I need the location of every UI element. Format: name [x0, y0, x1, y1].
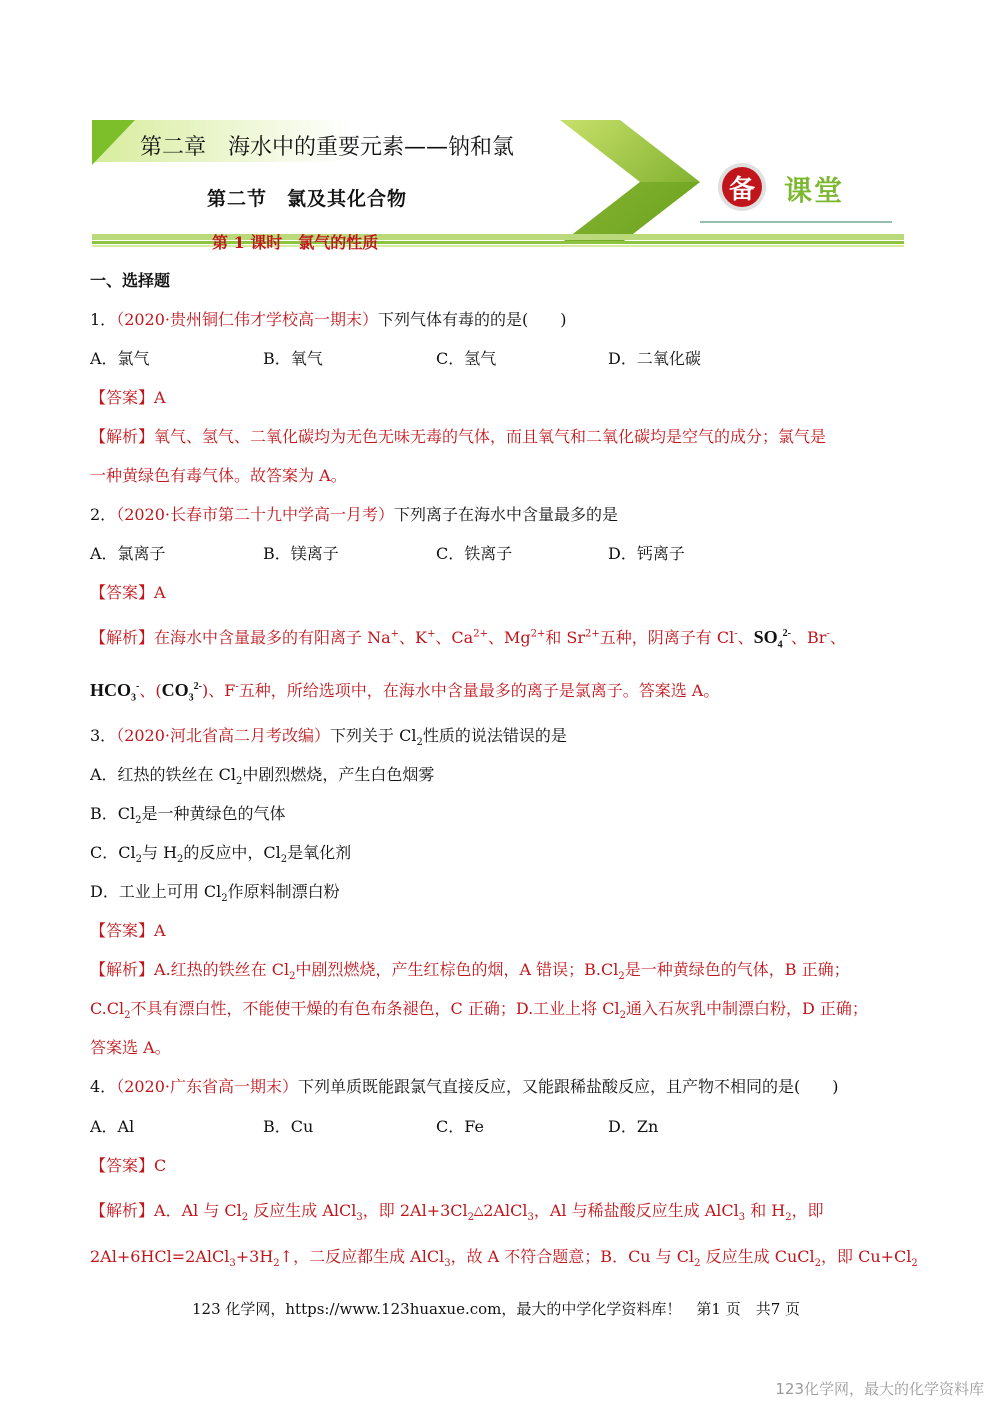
question-2 [90, 504, 618, 526]
analysis-text: A.红热的铁丝在 Cl [154, 960, 290, 979]
question-number: 4． [90, 1077, 117, 1096]
question-1 [90, 309, 567, 331]
question-source: （2020·广东省高一期末） [116, 1077, 298, 1096]
analysis-2: 【解析】在海水中含量最多的有阳离子 Na+、K+、$Ca^{2+}$、$Mg^{2+}$和 $Sr^{2+}$五种，阴离子有 Cl-、$SO_4^{2-}$、Br-、 [90, 627, 846, 651]
option-c: C．$Cl_2$与 $H_2$的反应中，$Cl_2$是氧化剂 [90, 843, 352, 866]
analysis-2-cont: $HCO_3^-$、$(CO_3^{2-})$、F-五种，所给选项中，在海水中含量最多的离子是氯离子。答案选 A。 [90, 680, 720, 704]
option-b: B．Cu [263, 1117, 314, 1136]
option-c: C．Fe [436, 1117, 484, 1136]
answer-value: A [154, 388, 166, 407]
badge-logo: 备 [728, 175, 755, 205]
question-stem: 下列气体有毒的的是( ) [378, 310, 567, 329]
option-text-end: 中剧烈燃烧，产生白色烟雾 [242, 765, 435, 784]
analysis-1-cont: 一种黄绿色有毒气体。故答案为 A。 [90, 466, 347, 485]
analysis-text-b: 中剧烈燃烧，产生红棕色的烟，A 错误；B.Cl [295, 960, 619, 979]
option-c: C．氢气 [436, 349, 497, 368]
answer-label: 【答案】 [90, 921, 155, 940]
answer-3 [90, 920, 166, 942]
analysis-text-b: 不具有漂白性，不能使干燥的有色布条褪色，C 正确；D.工业上将 Cl [130, 999, 620, 1018]
option-text-end: 是氧化剂 [287, 843, 352, 862]
answer-2 [90, 582, 166, 604]
analysis-text: 在海水中含量最多的有阳离子 Na [154, 628, 391, 647]
option-a: A．氯离子 [90, 544, 166, 563]
option-b: B．氧气 [263, 349, 323, 368]
question-stem-end: 性质的说法错误的是 [422, 726, 567, 745]
question-stem: 下列单质既能跟氯气直接反应，又能跟稀盐酸反应，且产物不相同的是( ) [298, 1077, 839, 1096]
section-heading: 一、选择题 [90, 271, 171, 290]
question-source: （2020·河北省高二月考改编） [116, 726, 330, 745]
answer-4 [90, 1155, 166, 1177]
analysis-text: 五种，所给选项中，在海水中含量最多的离子是氯离子。答案选 A。 [238, 681, 720, 700]
analysis-4-cont: $2Al+6HCl=2AlCl_3+3H_2↑$，二反应都生成 AlCl$_3$，故 A 不符合题意；B．Cu 与 $Cl_2$ 反应生成 CuCl$_2$，即 $Cu+Cl_2$ [90, 1247, 918, 1270]
analysis-3-cont: $C.Cl_2$不具有漂白性，不能使干燥的有色布条褪色，C 正确；D.工业上将 $Cl_2$通入石灰乳中制漂白粉，D 正确； [90, 999, 868, 1022]
question-stem: 下列关于 Cl [330, 726, 417, 745]
lesson-title: 第 1 课时 氯气的性质 [212, 233, 379, 252]
option-b: B．镁离子 [263, 544, 339, 563]
question-number: 1． [90, 310, 117, 329]
chapter-title: 第二章 海水中的重要元素——钠和氯 [140, 135, 515, 160]
site-watermark: 123化学网，最大的化学资料库 [775, 1380, 984, 1398]
analysis-3-end: 答案选 A。 [90, 1038, 171, 1057]
analysis-label: 【解析】 [90, 427, 155, 446]
analysis-label: 【解析】 [90, 1201, 155, 1220]
option-c: C．铁离子 [436, 544, 513, 563]
option-a: A．红热的铁丝在 $Cl_2$中剧烈燃烧，产生白色烟雾 [90, 765, 435, 788]
option-text: D．工业上可用 Cl [90, 882, 222, 901]
option-text-end: 作原料制漂白粉 [227, 882, 340, 901]
option-text: C．Cl [90, 843, 136, 862]
option-d: D．二氧化碳 [608, 349, 701, 368]
question-source: （2020·贵州铜仁伟才学校高一期末） [116, 310, 378, 329]
answer-value: C [154, 1156, 167, 1175]
question-stem: 下列离子在海水中含量最多的是 [394, 505, 619, 524]
option-d: D．Zn [608, 1117, 659, 1136]
analysis-1 [90, 426, 826, 448]
section-title: 第二节 氯及其化合物 [207, 188, 408, 210]
option-text-mid2: 的反应中，Cl [183, 843, 281, 862]
answer-value: A [154, 583, 166, 602]
option-a: A．氯气 [90, 349, 150, 368]
page-footer: 123 化学网，https://www.123huaxue.com，最大的中学化学资料库！ 第1 页 共7 页 [191, 1300, 801, 1318]
option-text-mid: 与 H [141, 843, 178, 862]
question-number: 3． [90, 726, 117, 745]
analysis-text: C.Cl [90, 999, 125, 1018]
analysis-text-c: 通入石灰乳中制漂白粉，D 正确； [626, 999, 868, 1018]
option-text-end: 是一种黄绿色的气体 [141, 804, 286, 823]
analysis-text-c: 是一种黄绿色的气体，B 正确； [624, 960, 850, 979]
option-d: D．钙离子 [608, 544, 685, 563]
answer-label: 【答案】 [90, 1156, 155, 1175]
question-4 [90, 1076, 839, 1098]
analysis-3: 【解析】A.红热的铁丝在 $Cl_2$中剧烈燃烧，产生红棕色的烟，A 错误；$B.Cl_2$是一种黄绿色的气体，B 正确； [90, 960, 850, 983]
option-text: B．Cl [90, 804, 136, 823]
question-source: （2020·长春市第二十九中学高一月考） [116, 505, 394, 524]
answer-value: A [154, 921, 166, 940]
option-text: A．红热的铁丝在 Cl [90, 765, 237, 784]
answer-label: 【答案】 [90, 388, 155, 407]
analysis-text: 氧气、氢气、二氧化碳均为无色无味无毒的气体，而且氧气和二氧化碳均是空气的成分；氯气是 [154, 427, 827, 446]
option-a: A．Al [90, 1117, 135, 1136]
answer-1 [90, 387, 166, 409]
analysis-label: 【解析】 [90, 628, 155, 647]
question-3: 3．（2020·河北省高二月考改编）下列关于 $Cl_2$性质的说法错误的是 [90, 726, 567, 749]
option-d: D．工业上可用 $Cl_2$作原料制漂白粉 [90, 882, 340, 905]
answer-label: 【答案】 [90, 583, 155, 602]
question-number: 2． [90, 505, 117, 524]
analysis-label: 【解析】 [90, 960, 155, 979]
badge-text: 课堂 [784, 174, 845, 207]
option-b: B．$Cl_2$是一种黄绿色的气体 [90, 804, 286, 827]
analysis-4: 【解析】A．Al 与 $Cl_2$ 反应生成 AlCl$_3$，即 $2Al+3Cl_2\triangle 2AlCl_3$，Al 与稀盐酸反应生成 AlCl$_3$ 和 $H_2$，即 [90, 1201, 824, 1224]
